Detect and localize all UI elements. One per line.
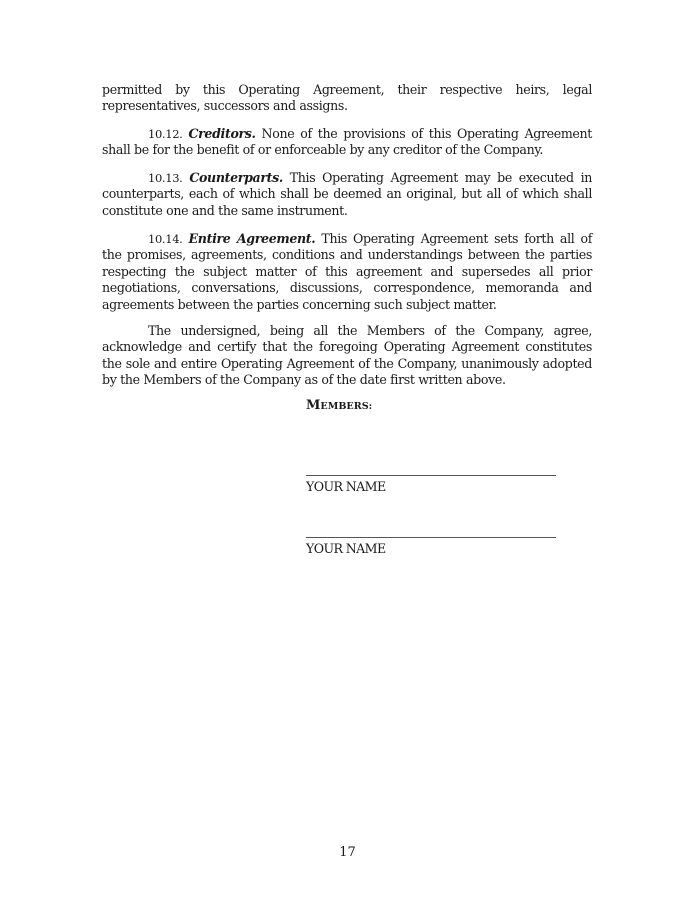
signer-name: YOUR NAME (306, 479, 386, 494)
page-number: 17 (339, 845, 356, 860)
section-10-14 (102, 231, 592, 313)
signature-line (306, 537, 556, 538)
closing-paragraph: The undersigned, being all the Members of the Company, agree, acknowledge and certify that the foregoing Operating Agreement constitutes the sole and entire Operating Agreement of the Company, unanimously adopted by the Members of the Company as of the date first written above. (102, 323, 592, 388)
section-number: 10.14. (148, 232, 183, 246)
section-10-13 (102, 170, 592, 219)
section-text: None of the provisions of this Operating Agreement shall be for the benefit of or enforceable by any creditor of the Company. (102, 126, 593, 158)
members-heading-initial: M (306, 398, 321, 413)
section-heading: Creditors. (188, 126, 256, 141)
section-10-12 (102, 126, 592, 159)
section-heading: Counterparts. (189, 170, 283, 185)
section-number: 10.12. (148, 127, 183, 141)
section-heading: Entire Agreement. (188, 231, 316, 246)
members-heading (306, 398, 372, 413)
section-text: This Operating Agreement sets forth all of the promises, agreements, conditions and understandings between the parties respecting the subject matter of this agreement and supersedes all prior negotiations, conversations, discussions, correspondence, memoranda and agreements between the parties concerning such subject matter. (102, 231, 593, 312)
members-heading-rest: EMBERS: (320, 401, 373, 412)
signature-line (306, 475, 556, 476)
section-text: This Operating Agreement may be executed in counterparts, each of which shall be deemed an original, but all of which shall constitute one and the same instrument. (102, 170, 593, 218)
section-number: 10.13. (148, 171, 183, 185)
continuation-paragraph: permitted by this Operating Agreement, their respective heirs, legal representatives, successors and assigns. (102, 82, 592, 114)
signer-name: YOUR NAME (306, 541, 386, 556)
